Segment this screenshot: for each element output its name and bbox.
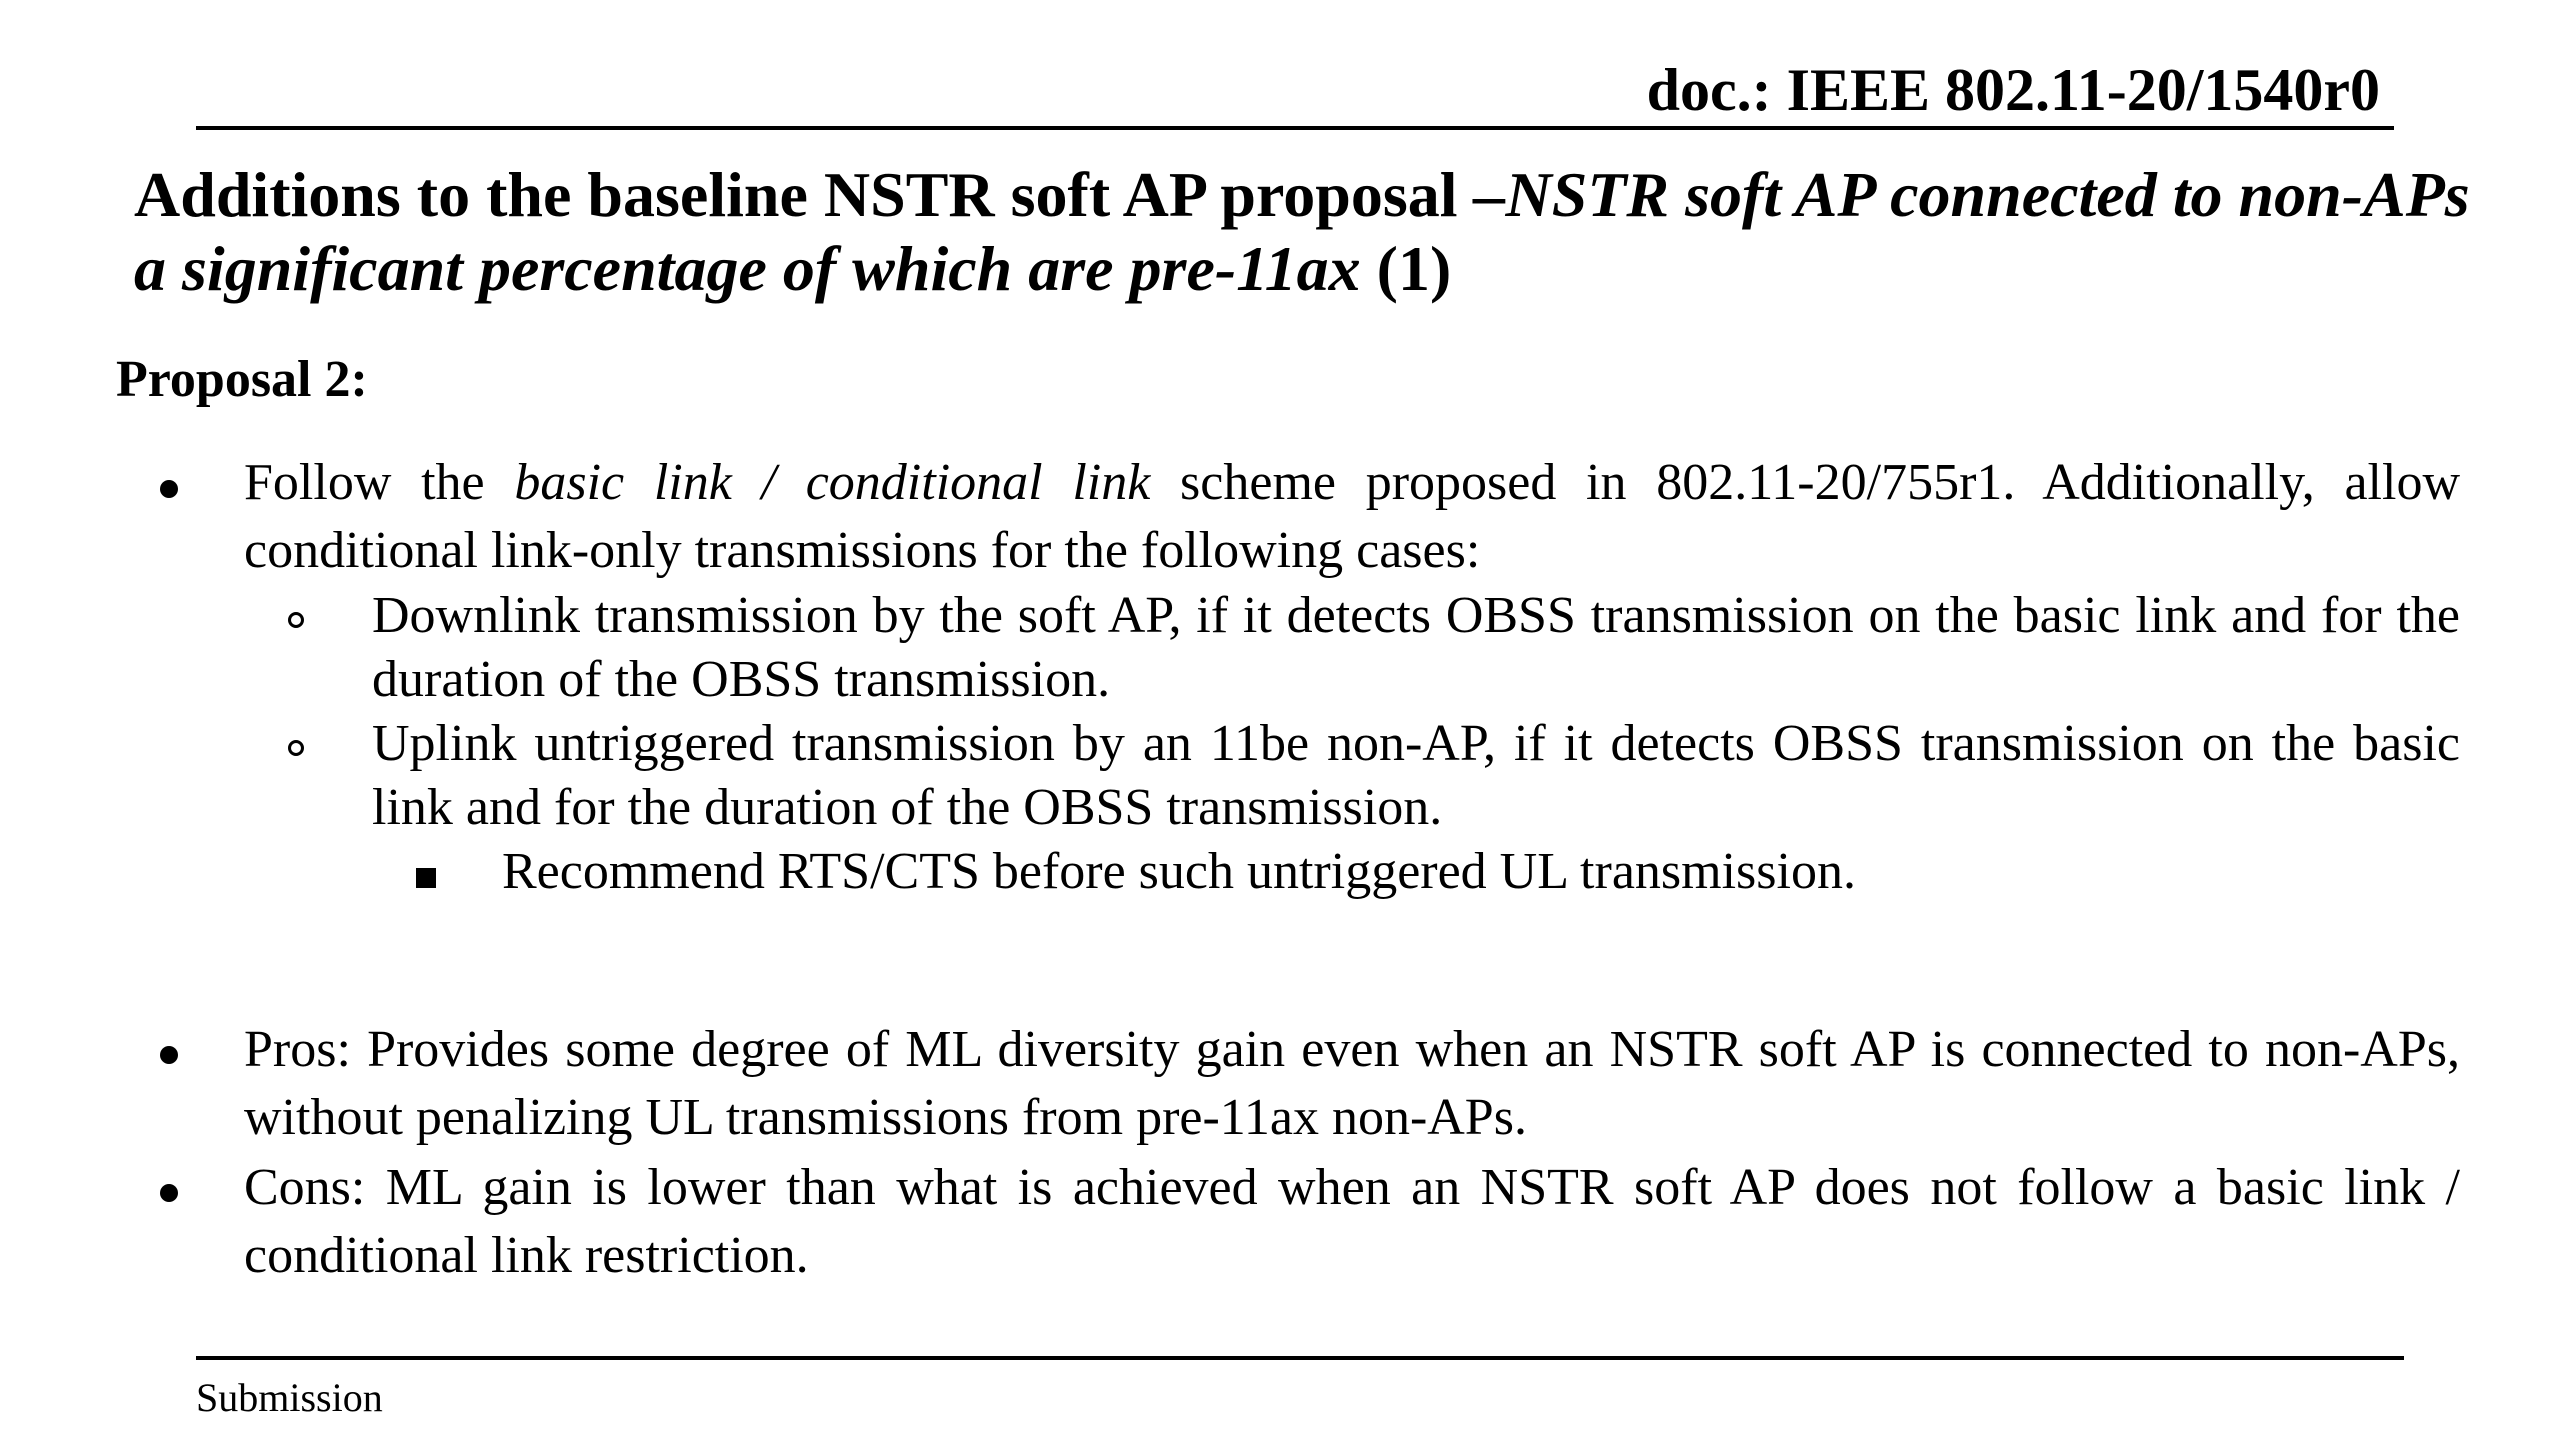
list-item-uplink: Uplink untriggered transmission by an 11be non-AP, if it detects OBSS transmission on the basic link and for the duration of the OBSS transmission.: [372, 715, 2460, 836]
bullet-circle: [288, 612, 304, 628]
list-item-cons: Cons: ML gain is lower than what is achieved when an NSTR soft AP does not follow a basic link / conditional link restriction.: [244, 1159, 2460, 1284]
proposal-heading: Proposal 2:: [116, 351, 368, 408]
bullet-dot: [160, 1046, 178, 1064]
bullet1-italic: basic link / conditional link: [514, 454, 1151, 511]
bullet-dot: [160, 480, 178, 498]
bullet1-post: scheme proposed in 802.11-20/755r1. Additionally, allow conditional link-only transmissions for the following cases:: [244, 454, 2460, 579]
title-part-2-italic: –NSTR soft AP connected to non-APs a significant percentage of which are pre-11ax: [134, 159, 2470, 304]
list-item-pros: Pros: Provides some degree of ML diversity gain even when an NSTR soft AP is connected to non-APs, without penalizing UL transmissions from pre-11ax non-APs.: [244, 1021, 2460, 1146]
slide-title: [134, 158, 2514, 306]
bullet-circle: [288, 740, 304, 756]
list-item-downlink: Downlink transmission by the soft AP, if it detects OBSS transmission on the basic link and for the duration of the OBSS transmission.: [372, 587, 2460, 708]
doc-id-header: doc.: IEEE 802.11-20/1540r0: [1646, 57, 2380, 123]
list-item-rts-cts: Recommend RTS/CTS before such untriggered UL transmission.: [502, 843, 1856, 900]
bullet-dot: [160, 1184, 178, 1202]
title-part-1: Additions to the baseline NSTR soft AP proposal: [134, 159, 1474, 230]
footer-label: Submission: [196, 1375, 383, 1420]
bullet-square: [416, 868, 436, 888]
bullet1-pre: Follow the: [244, 454, 515, 511]
footer-rule: [196, 1356, 2404, 1360]
header-rule: [196, 126, 2394, 130]
title-part-3: (1): [1360, 233, 1452, 304]
list-item-follow-scheme: [244, 449, 2460, 585]
